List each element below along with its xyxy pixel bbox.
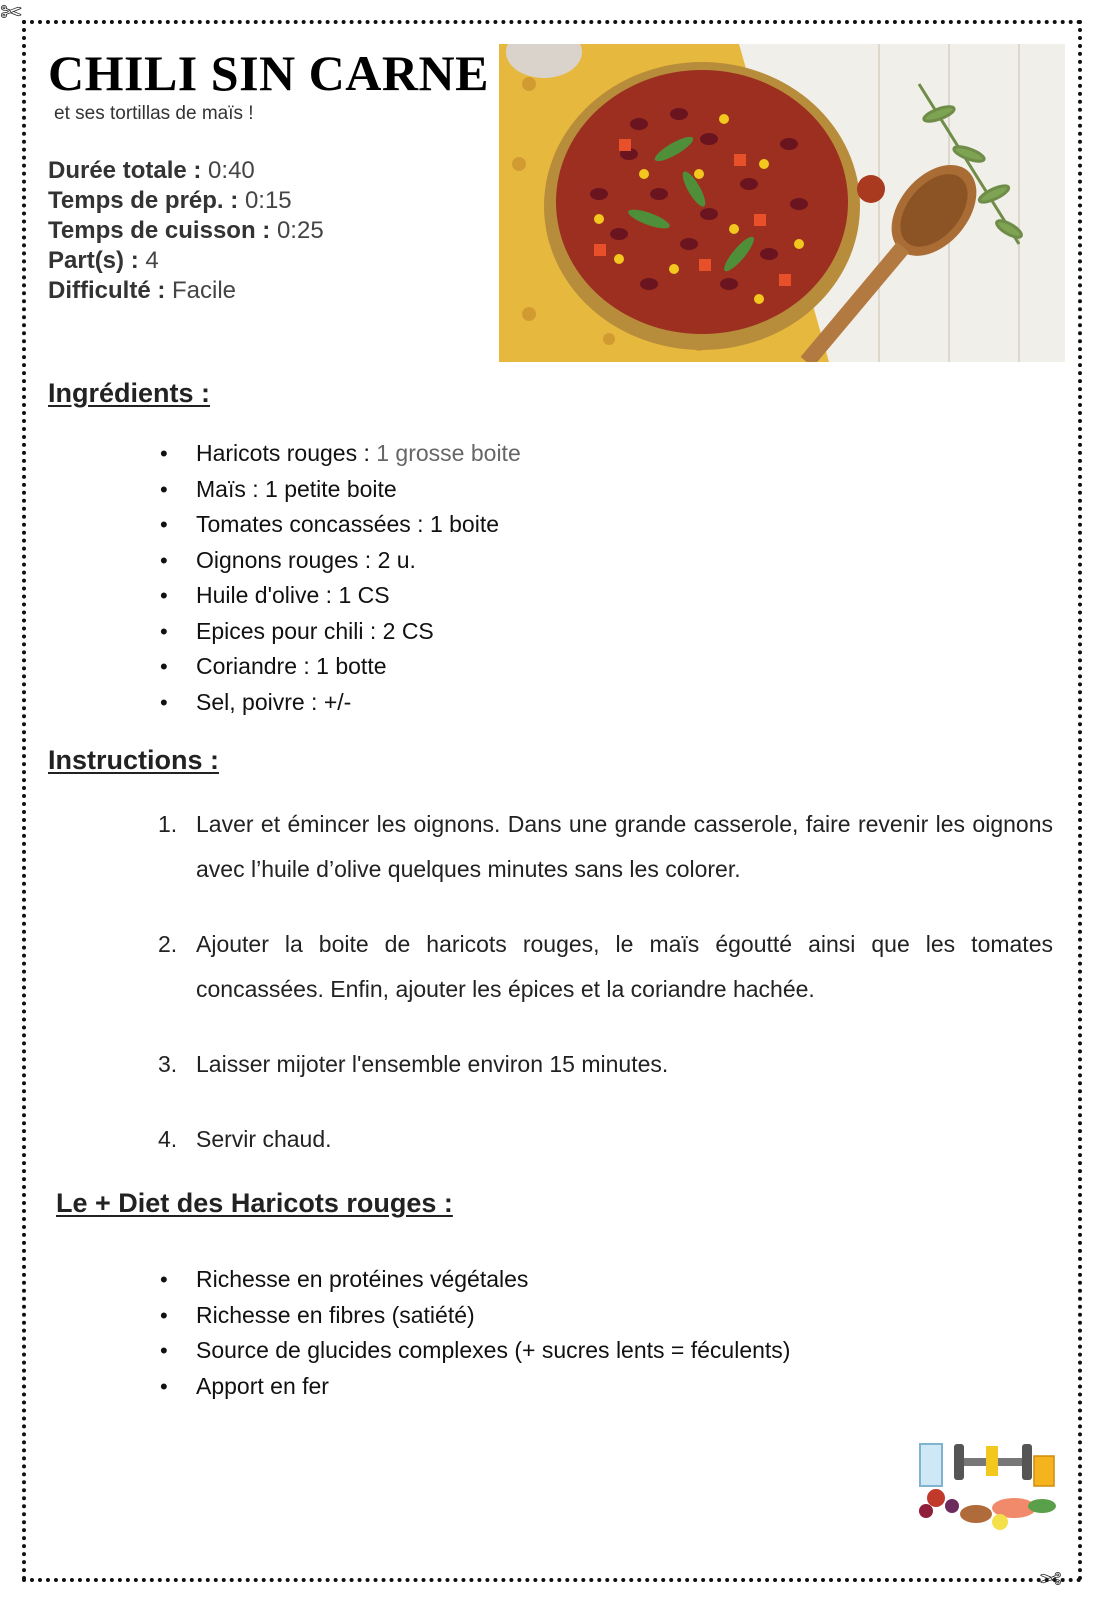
instruction-step: 2. Ajouter la boite de haricots rouges, le maïs égoutté ainsi que les tomates concassées. Enfin, ajouter les épices et la coriandre hachée. (158, 931, 1053, 1002)
recipe-subtitle: et ses tortillas de maïs ! (54, 103, 254, 124)
list-item: • Coriandre : 1 botte (158, 649, 521, 685)
list-item: • Source de glucides complexes (+ sucres lents = féculents) (158, 1333, 790, 1369)
instruction-step: 1. Laver et émincer les oignons. Dans une grande casserole, faire revenir les oignons avec l’huile d’olive quelques minutes sans les colorer. (158, 811, 1053, 882)
chili-dish-photo (499, 44, 1065, 362)
list-item: • Richesse en fibres (satiété) (158, 1298, 790, 1334)
instructions-list (158, 802, 1053, 1192)
recipe-title: CHILI SIN CARNE (48, 45, 489, 101)
instruction-step: 3. Laisser mijoter l'ensemble environ 15 minutes. (158, 1051, 669, 1077)
list-item: • Sel, poivre : +/- (158, 685, 521, 721)
meta-difficulty: Difficulté : Facile (48, 277, 237, 304)
meta-servings: Part(s) : 4 (48, 247, 159, 274)
meta-prep-time: Temps de prép. : 0:15 (48, 187, 292, 214)
instructions-heading: Instructions : (48, 745, 220, 775)
list-item: • Huile d'olive : 1 CS (158, 578, 521, 614)
meta-cook-time: Temps de cuisson : 0:25 (48, 217, 324, 244)
instruction-step: 4. Servir chaud. (158, 1126, 332, 1152)
list-item: • Epices pour chili : 2 CS (158, 614, 521, 650)
recipe-meta (48, 156, 324, 306)
scissors-icon: ✄ (0, 0, 22, 28)
healthy-food-fitness-logo (914, 1436, 1064, 1536)
diet-heading: Le + Diet des Haricots rouges : (56, 1188, 453, 1218)
meta-total-time: Durée totale : 0:40 (48, 157, 255, 184)
list-item: • Oignons rouges : 2 u. (158, 543, 521, 579)
ingredients-heading: Ingrédients : (48, 378, 211, 408)
ingredients-list (158, 436, 521, 720)
list-item: • Maïs : 1 petite boite (158, 472, 521, 508)
list-item: • Tomates concassées : 1 boite (158, 507, 521, 543)
list-item: • Apport en fer (158, 1369, 790, 1405)
list-item: • Haricots rouges : 1 grosse boite (158, 436, 521, 472)
scissors-icon: ✄ (1040, 1562, 1062, 1592)
diet-benefits-list (158, 1262, 790, 1404)
list-item: • Richesse en protéines végétales (158, 1262, 790, 1298)
